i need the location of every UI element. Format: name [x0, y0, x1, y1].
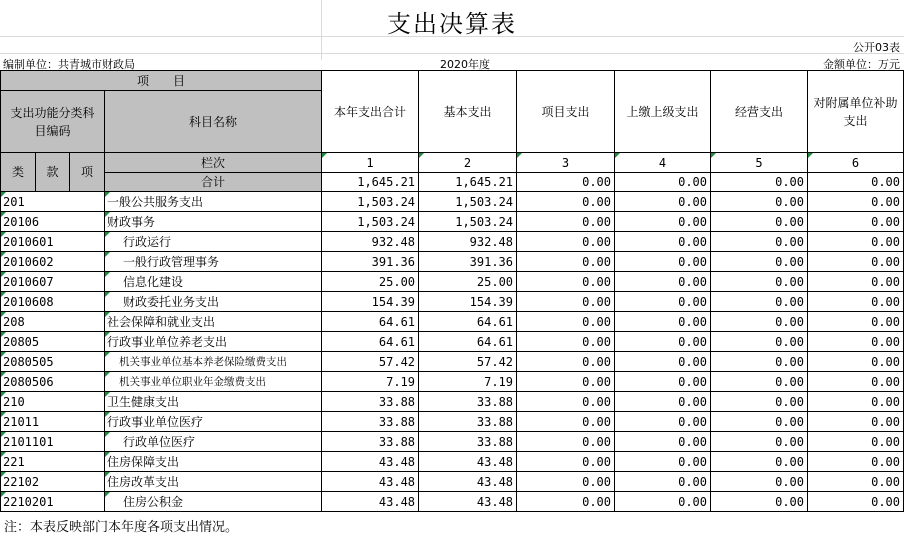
amount-cell: 0.00 [808, 432, 904, 452]
amount-cell: 0.00 [711, 392, 808, 412]
subject-code: 208 [1, 312, 105, 332]
subject-code: 210 [1, 392, 105, 412]
subject-code: 2080505 [1, 352, 105, 372]
amount-cell: 57.42 [419, 352, 517, 372]
subject-code: 20805 [1, 332, 105, 352]
amount-cell: 0.00 [808, 392, 904, 412]
subject-code: 201 [1, 192, 105, 212]
amount-cell: 33.88 [322, 392, 419, 412]
col-header-operating: 经营支出 [711, 71, 808, 153]
amount-cell: 0.00 [808, 412, 904, 432]
amount-cell: 0.00 [615, 372, 711, 392]
subject-name: 行政事业单位医疗 [105, 412, 322, 432]
amount-cell: 0.00 [517, 332, 615, 352]
subject-code: 2101101 [1, 432, 105, 452]
amount-cell: 25.00 [419, 272, 517, 292]
table-row [1, 312, 904, 332]
amount-cell: 43.48 [419, 452, 517, 472]
amount-cell: 0.00 [517, 372, 615, 392]
col-number: 6 [808, 153, 904, 173]
amount-cell: 0.00 [615, 432, 711, 452]
table-row [1, 272, 904, 292]
table-row [1, 212, 904, 232]
subject-name: 一般行政管理事务 [105, 252, 322, 272]
amount-cell: 64.61 [322, 312, 419, 332]
amount-cell: 0.00 [711, 332, 808, 352]
amount-cell: 0.00 [808, 452, 904, 472]
col-number: 1 [322, 153, 419, 173]
col-number: 2 [419, 153, 517, 173]
amount-cell: 1,503.24 [322, 212, 419, 232]
amount-cell: 0.00 [808, 292, 904, 312]
amount-cell: 0.00 [615, 292, 711, 312]
amount-cell: 0.00 [517, 472, 615, 492]
amount-cell: 0.00 [615, 392, 711, 412]
amount-cell: 0.00 [711, 212, 808, 232]
amount-cell: 64.61 [419, 312, 517, 332]
amount-cell: 0.00 [615, 212, 711, 232]
amount-cell: 25.00 [322, 272, 419, 292]
subject-name: 财政委托业务支出 [105, 292, 322, 312]
amount-cell: 0.00 [517, 192, 615, 212]
amount-cell: 0.00 [808, 212, 904, 232]
name-header: 科目名称 [105, 91, 322, 153]
subject-code: 221 [1, 452, 105, 472]
amount-cell: 43.48 [322, 492, 419, 512]
amount-cell: 932.48 [322, 232, 419, 252]
page-title: 支出决算表 [387, 10, 517, 38]
amount-cell: 0.00 [808, 312, 904, 332]
amount-cell: 0.00 [711, 192, 808, 212]
col-header-total: 本年支出合计 [322, 71, 419, 153]
table-row [1, 252, 904, 272]
table-row [1, 372, 904, 392]
table-note: 注：本表反映部门本年度各项支出情况。 [4, 520, 239, 535]
form-number: 公开03表 [853, 41, 900, 54]
amount-cell: 33.88 [419, 412, 517, 432]
amount-cell: 0.00 [615, 412, 711, 432]
total-cell: 1,645.21 [322, 173, 419, 192]
subject-code: 22102 [1, 472, 105, 492]
table-row [1, 192, 904, 212]
subject-name: 机关事业单位职业年金缴费支出 [105, 372, 322, 392]
amount-cell: 0.00 [517, 412, 615, 432]
total-label: 合计 [105, 173, 322, 192]
table-row [1, 432, 904, 452]
amount-cell: 932.48 [419, 232, 517, 252]
subject-code: 2010608 [1, 292, 105, 312]
col-number: 3 [517, 153, 615, 173]
amount-cell: 0.00 [711, 232, 808, 252]
table-row [1, 492, 904, 512]
subject-name: 财政事务 [105, 212, 322, 232]
amount-cell: 0.00 [517, 232, 615, 252]
amount-cell: 0.00 [517, 252, 615, 272]
amount-cell: 33.88 [419, 432, 517, 452]
amount-cell: 0.00 [808, 472, 904, 492]
amount-cell: 0.00 [711, 472, 808, 492]
col-header-subsidy: 对附属单位补助支出 [808, 71, 904, 153]
amount-cell: 0.00 [711, 452, 808, 472]
amount-cell: 0.00 [517, 292, 615, 312]
table-row [1, 332, 904, 352]
amount-cell: 0.00 [615, 332, 711, 352]
col-header-basic: 基本支出 [419, 71, 517, 153]
amount-cell: 0.00 [615, 192, 711, 212]
amount-cell: 0.00 [517, 352, 615, 372]
total-cell: 1,645.21 [419, 173, 517, 192]
table-row [1, 472, 904, 492]
amount-cell: 0.00 [808, 492, 904, 512]
amount-cell: 64.61 [419, 332, 517, 352]
amount-cell: 1,503.24 [419, 192, 517, 212]
amount-cell: 33.88 [322, 412, 419, 432]
table-row [1, 412, 904, 432]
amount-cell: 0.00 [711, 272, 808, 292]
amount-cell: 33.88 [322, 432, 419, 452]
table-row [1, 352, 904, 372]
subject-code: 2210201 [1, 492, 105, 512]
table-row [1, 232, 904, 252]
amount-cell: 43.48 [419, 472, 517, 492]
unit-label: 编制单位：共青城市财政局 [3, 58, 135, 71]
amount-cell: 0.00 [808, 232, 904, 252]
amount-cell: 0.00 [711, 292, 808, 312]
amount-cell: 7.19 [322, 372, 419, 392]
amount-cell: 0.00 [808, 192, 904, 212]
amount-cell: 0.00 [517, 492, 615, 512]
amount-cell: 0.00 [711, 432, 808, 452]
subject-name: 机关事业单位基本养老保险缴费支出 [105, 352, 322, 372]
amount-unit-label: 金额单位：万元 [823, 58, 900, 71]
amount-cell: 0.00 [808, 332, 904, 352]
amount-cell: 0.00 [711, 252, 808, 272]
amount-cell: 0.00 [808, 272, 904, 292]
amount-cell: 0.00 [711, 412, 808, 432]
subject-name: 信息化建设 [105, 272, 322, 292]
amount-cell: 0.00 [615, 232, 711, 252]
amount-cell: 0.00 [517, 312, 615, 332]
col-number: 5 [711, 153, 808, 173]
subject-code: 2080506 [1, 372, 105, 392]
amount-cell: 0.00 [808, 372, 904, 392]
amount-cell: 0.00 [615, 252, 711, 272]
total-cell: 0.00 [808, 173, 904, 192]
table-row [1, 392, 904, 412]
lei-header: 类 [1, 153, 36, 192]
amount-cell: 0.00 [808, 252, 904, 272]
subject-code: 21011 [1, 412, 105, 432]
total-cell: 0.00 [711, 173, 808, 192]
subject-code: 20106 [1, 212, 105, 232]
subject-code: 2010602 [1, 252, 105, 272]
lanci-header: 栏次 [105, 153, 322, 173]
amount-cell: 0.00 [517, 452, 615, 472]
amount-cell: 0.00 [615, 472, 711, 492]
item-header: 项 目 [1, 71, 322, 91]
subject-name: 一般公共服务支出 [105, 192, 322, 212]
subject-name: 卫生健康支出 [105, 392, 322, 412]
grid-line [0, 53, 904, 54]
subject-name: 行政单位医疗 [105, 432, 322, 452]
amount-cell: 1,503.24 [419, 212, 517, 232]
amount-cell: 0.00 [808, 352, 904, 372]
total-cell: 0.00 [517, 173, 615, 192]
amount-cell: 0.00 [711, 352, 808, 372]
total-cell: 0.00 [615, 173, 711, 192]
expenditure-table [0, 70, 904, 512]
amount-cell: 33.88 [419, 392, 517, 412]
subject-name: 社会保障和就业支出 [105, 312, 322, 332]
year-label: 2020年度 [440, 58, 490, 71]
amount-cell: 1,503.24 [322, 192, 419, 212]
subject-name: 住房保障支出 [105, 452, 322, 472]
amount-cell: 0.00 [615, 492, 711, 512]
amount-cell: 0.00 [615, 452, 711, 472]
amount-cell: 0.00 [711, 312, 808, 332]
col-header-project: 项目支出 [517, 71, 615, 153]
col-number: 4 [615, 153, 711, 173]
col-header-remit: 上缴上级支出 [615, 71, 711, 153]
amount-cell: 0.00 [517, 272, 615, 292]
table-row [1, 292, 904, 312]
amount-cell: 0.00 [517, 392, 615, 412]
subject-code: 2010607 [1, 272, 105, 292]
amount-cell: 0.00 [615, 352, 711, 372]
amount-cell: 43.48 [322, 472, 419, 492]
amount-cell: 0.00 [711, 372, 808, 392]
amount-cell: 0.00 [711, 492, 808, 512]
kuan-header: 款 [36, 153, 70, 192]
amount-cell: 43.48 [322, 452, 419, 472]
amount-cell: 391.36 [419, 252, 517, 272]
amount-cell: 0.00 [615, 312, 711, 332]
subject-name: 住房公积金 [105, 492, 322, 512]
code-group-header: 支出功能分类科目编码 [1, 91, 105, 153]
amount-cell: 64.61 [322, 332, 419, 352]
amount-cell: 0.00 [615, 272, 711, 292]
xiang-header: 项 [70, 153, 105, 192]
subject-name: 行政事业单位养老支出 [105, 332, 322, 352]
amount-cell: 0.00 [517, 432, 615, 452]
amount-cell: 0.00 [517, 212, 615, 232]
table-row [1, 452, 904, 472]
amount-cell: 154.39 [322, 292, 419, 312]
subject-name: 行政运行 [105, 232, 322, 252]
subject-code: 2010601 [1, 232, 105, 252]
amount-cell: 43.48 [419, 492, 517, 512]
subject-name: 住房改革支出 [105, 472, 322, 492]
amount-cell: 154.39 [419, 292, 517, 312]
amount-cell: 391.36 [322, 252, 419, 272]
amount-cell: 7.19 [419, 372, 517, 392]
amount-cell: 57.42 [322, 352, 419, 372]
